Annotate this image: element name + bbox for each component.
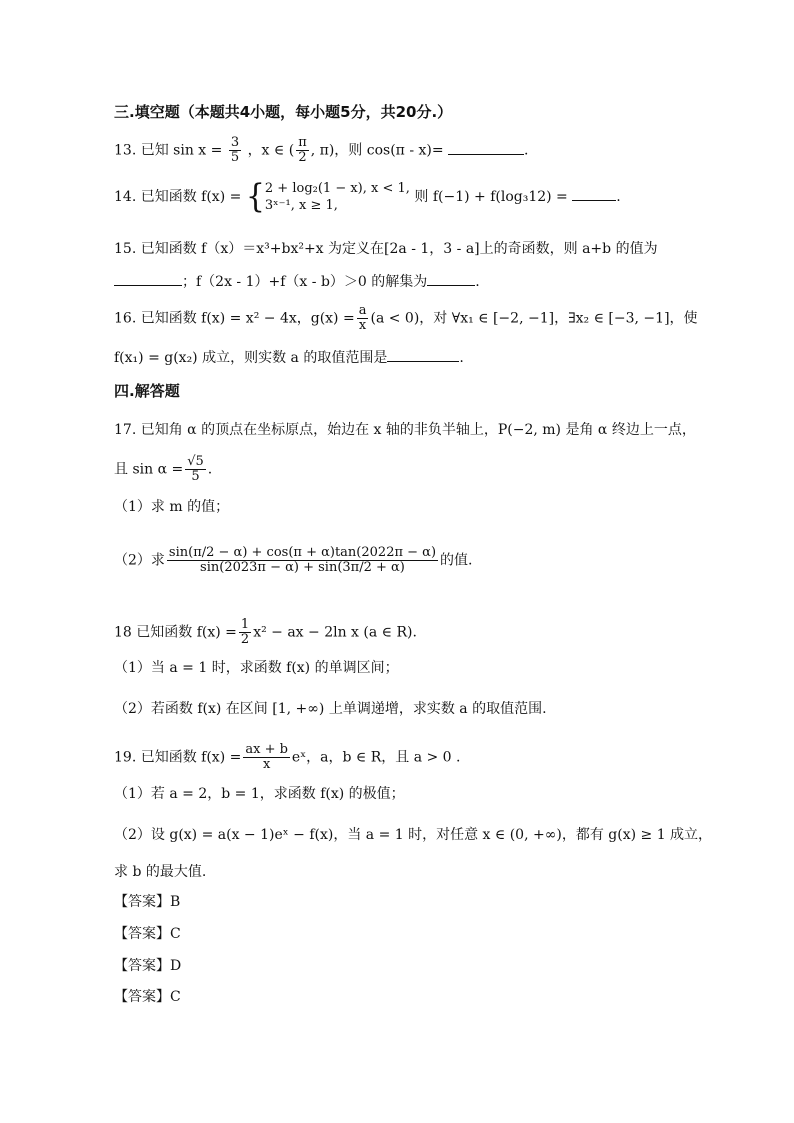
left-brace: { [245,177,265,216]
q14-post: 则 f(−1) + f(log₃12) = [414,189,568,205]
question-17-part2: （2）求 $\frac{\sin(\pi/2 - \alpha) + \cos(\pi + \alpha)\tan(2022\pi - \alpha)}{\sin(2023\pi - \alpha) + \sin(3\pi/2 + \alpha)}$ 的值. [114,545,473,575]
q17-fraction: $\frac{√5}{5}$ [187,454,204,484]
q13-fraction: $\frac{3}{5}$ [230,135,240,165]
question-18-part2: （2）若函数 f(x) 在区间 [1, +∞) 上单调递增，求实数 a 的取值范围. [114,701,547,717]
q17-big-fraction: $\frac{\sin(\pi/2 - \alpha) + \cos(\pi + \alpha)\tan(2022\pi - \alpha)}{\sin(2023\pi - \alpha) + \sin(3\pi/2 + \alpha)}$ [168,545,437,575]
q15-blank-1 [114,271,182,286]
q13-pi-fraction: $\frac{\pi}{2}$ [298,135,307,165]
q14-pre: 已知函数 f(x) = [140,189,242,205]
q15-blank-2 [427,271,475,286]
q13-pre: 已知 sin x = [140,142,223,159]
question-18-part1: （1）当 a = 1 时，求函数 f(x) 的单调区间； [114,660,399,676]
question-17-line1: 17. 已知角 α 的顶点在坐标原点，始边在 x 轴的非负半轴上，P(−2, m) 是角 α 终边上一点， [114,422,696,438]
q16-answer-blank [387,347,459,362]
question-19-part2: （2）设 g(x) = a(x − 1)eˣ − f(x)，当 a = 1 时，对任意 x ∈ (0, +∞)，都有 g(x) ≥ 1 成立， [114,827,713,843]
answer-line: 【答案】B [114,894,181,910]
question-14: 14. 已知函数 f(x) = { 2 + log₂(1 − x), x < 1, 3ˣ⁻¹, x ≥ 1, 则 f(−1) + f(log₃12) = . [114,177,621,216]
question-15-line1: 15. 已知函数 f（x）＝x³+bx²+x 为定义在[2a - 1，3 - a]上的奇函数，则 a+b 的值为 [114,241,658,257]
q14-number: 14. [114,189,137,205]
answer-line: 【答案】D [114,958,182,974]
q14-cases: 2 + log₂(1 − x), x < 1, 3ˣ⁻¹, x ≥ 1, [264,181,410,213]
section4-heading: 四.解答题 [114,382,180,400]
q13-number: 13. [114,142,137,159]
question-15-line2: ；f（2x - 1）+f（x - b）＞0 的解集为 . [114,271,480,291]
question-16-line2: f(x₁) = g(x₂) 成立，则实数 a 的取值范围是 . [114,347,464,367]
question-17-part1: （1）求 m 的值； [114,499,230,515]
q14-answer-blank [572,186,616,201]
question-13: 13. 已知 sin x = $\frac{3}{5}$ ，x ∈ ( $\frac{\pi}{2}$ , π)，则 cos(π - x)= . [114,135,529,165]
question-19-line1: 19. 已知函数 f(x) = $\frac{ax + b}{x}$ eˣ，a，b ∈ R，且 a > 0 . [114,742,461,772]
q13-answer-blank [448,140,524,155]
answer-line: 【答案】C [114,926,181,942]
section3-heading: 三.填空题（本题共4小题，每小题5分，共20分.） [114,103,453,121]
q18-fraction: $\frac{1}{2}$ [240,617,250,647]
question-16-line1: 16. 已知函数 f(x) = x² − 4x，g(x) = $\frac{a}{x}$ (a < 0)，对 ∀x₁ ∈ [−2, −1]，∃x₂ ∈ [−3, −1]，使 [114,303,698,333]
question-17-line2: 且 sin α = $\frac{√5}{5}$ . [114,454,213,484]
answer-line: 【答案】C [114,989,181,1005]
question-19-part2b: 求 b 的最大值. [114,864,207,880]
question-19-part1: （1）若 a = 2，b = 1，求函数 f(x) 的极值； [114,786,405,802]
q19-fraction: $\frac{ax + b}{x}$ [245,742,288,772]
q16-fraction: $\frac{a}{x}$ [358,303,367,333]
question-18-line1: 18 已知函数 f(x) = $\frac{1}{2}$ x² − ax − 2ln x (a ∈ R). [114,617,417,647]
